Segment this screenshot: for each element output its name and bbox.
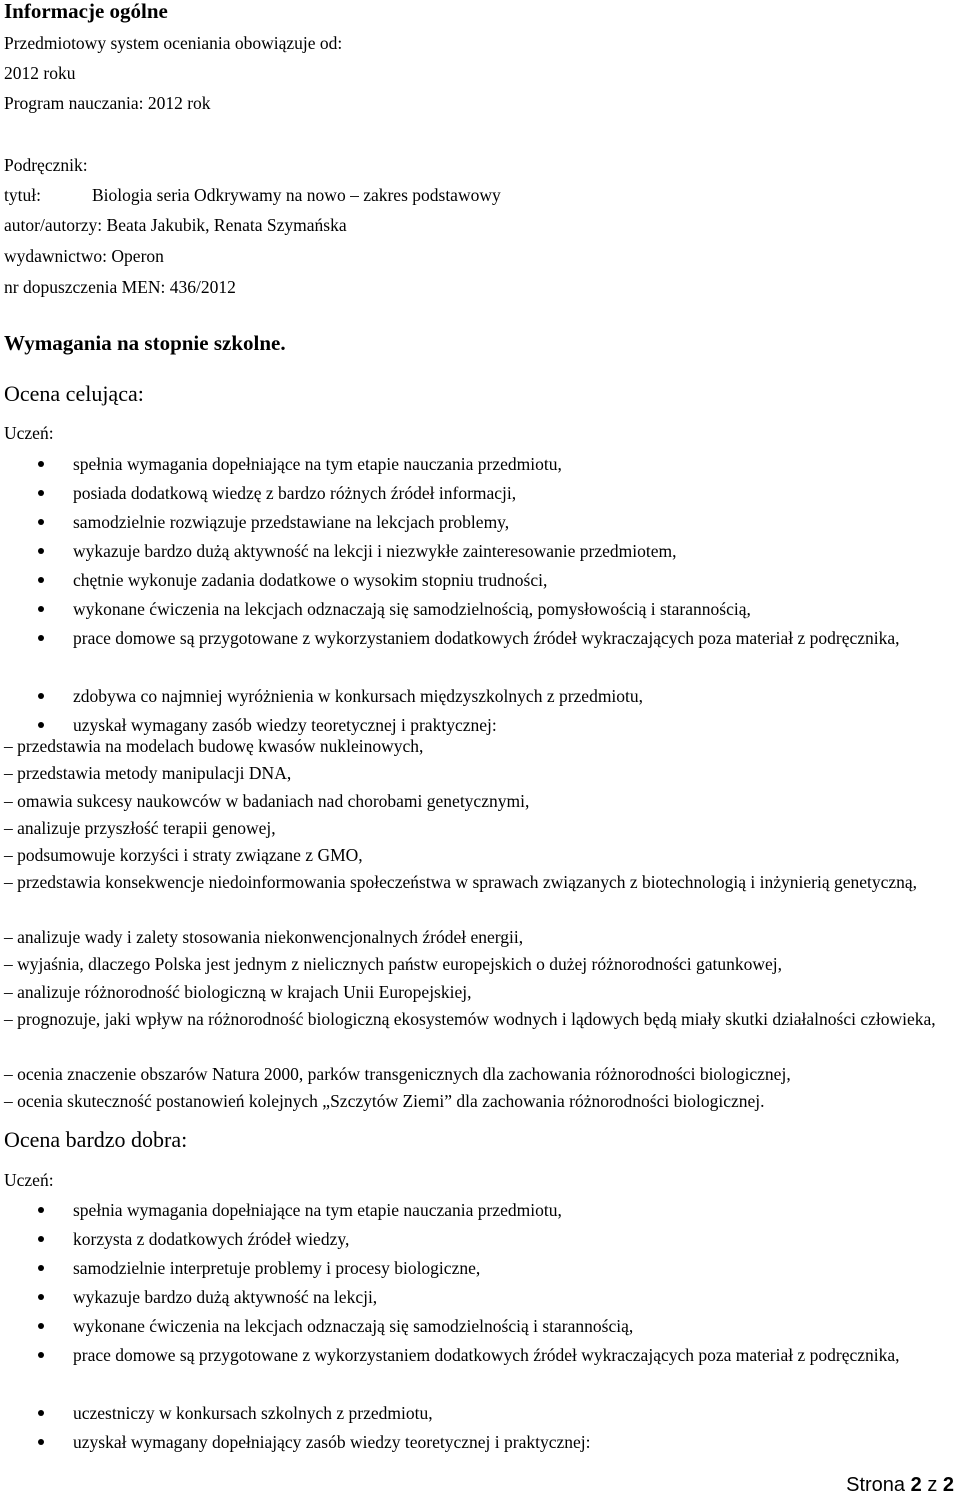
bullet-icon [38, 1352, 44, 1358]
curriculum-line: Program nauczania: 2012 rok [4, 93, 211, 113]
textbook-publisher: wydawnictwo: Operon [4, 246, 164, 266]
bullet-icon [38, 519, 44, 525]
list-item: prace domowe są przygotowane z wykorzystaniem dodatkowych źródeł wykraczających poza materiał z podręcznika, [0, 630, 960, 688]
bullet-icon [38, 577, 44, 583]
bardzo-dobra-bullet-list [0, 1202, 960, 1463]
textbook-title-label: tytuł: [4, 185, 41, 205]
bullet-icon [38, 1236, 44, 1242]
total-page-number: 2 [942, 1474, 954, 1496]
list-item: – podsumowuje korzyści i straty związane z GMO, [4, 845, 363, 866]
bullet-icon [38, 1439, 44, 1445]
textbook-title-value: Biologia seria Odkrywamy na nowo – zakres podstawowy [92, 185, 501, 205]
page-word: Strona [846, 1474, 906, 1496]
list-item: spełnia wymagania dopełniające na tym etapie nauczania przedmiotu, [0, 1202, 960, 1231]
bullet-icon [38, 490, 44, 496]
textbook-label: Podręcznik: [4, 155, 88, 175]
of-word: z [927, 1474, 938, 1496]
list-item: posiada dodatkową wiedzę z bardzo różnych źródeł informacji, [0, 485, 960, 514]
list-item: – ocenia skuteczność postanowień kolejnych „Szczytów Ziemi” dla zachowania różnorodności biologicznej. [4, 1090, 765, 1111]
bullet-icon [38, 635, 44, 641]
current-page-number: 2 [910, 1474, 922, 1496]
bullet-icon [38, 606, 44, 612]
list-item: – wyjaśnia, dlaczego Polska jest jednym z nielicznych państw europejskich o dużej różnorodności gatunkowej, [4, 954, 783, 975]
student-label: Uczeń: [4, 1170, 54, 1190]
bullet-icon [38, 548, 44, 554]
list-item: wykazuje bardzo dużą aktywność na lekcji, [0, 1289, 960, 1318]
bullet-icon [38, 461, 44, 467]
bullet-icon [38, 1265, 44, 1271]
grading-system-year: 2012 roku [4, 63, 76, 83]
page-number-footer [846, 1474, 954, 1497]
celujaca-knowledge-list [0, 738, 960, 1120]
list-item: wykonane ćwiczenia na lekcjach odznaczają się samodzielnością, pomysłowością i starannością, [0, 601, 960, 630]
bullet-icon [38, 1207, 44, 1213]
list-item: – przedstawia metody manipulacji DNA, [4, 763, 292, 784]
bullet-icon [38, 1294, 44, 1300]
section-title-requirements: Wymagania na stopnie szkolne. [4, 331, 286, 355]
list-item: chętnie wykonuje zadania dodatkowe o wysokim stopniu trudności, [0, 572, 960, 601]
celujaca-bullet-list [0, 456, 960, 746]
list-item: korzysta z dodatkowych źródeł wiedzy, [0, 1231, 960, 1260]
grade-heading-bardzo-dobra: Ocena bardzo dobra: [4, 1127, 188, 1152]
list-item: – przedstawia konsekwencje niedoinformowania społeczeństwa w sprawach związanych z biotechnologią i inżynierią genetyczną, [4, 872, 918, 893]
list-item: prace domowe są przygotowane z wykorzystaniem dodatkowych źródeł wykraczających poza materiał z podręcznika, [0, 1347, 960, 1405]
grading-system-line: Przedmiotowy system oceniania obowiązuje od: [4, 33, 343, 53]
bullet-icon [38, 1323, 44, 1329]
list-item: wykazuje bardzo dużą aktywność na lekcji i niezwykłe zainteresowanie przedmiotem, [0, 543, 960, 572]
list-item: spełnia wymagania dopełniające na tym etapie nauczania przedmiotu, [0, 456, 960, 485]
list-item: wykonane ćwiczenia na lekcjach odznaczają się samodzielnością i starannością, [0, 1318, 960, 1347]
bullet-icon [38, 1410, 44, 1416]
textbook-title-line [4, 187, 954, 205]
list-item: samodzielnie interpretuje problemy i procesy biologiczne, [0, 1260, 960, 1289]
grade-heading-celujaca: Ocena celująca: [4, 381, 144, 406]
list-item: – prognozuje, jaki wpływ na różnorodność biologiczną ekosystemów wodnych i lądowych będą miały skutki działalności człowieka, [4, 1008, 936, 1029]
list-item: – przedstawia na modelach budowę kwasów nukleinowych, [4, 736, 424, 756]
bullet-icon [38, 722, 44, 728]
list-item: – analizuje wady i zalety stosowania niekonwencjonalnych źródeł energii, [4, 927, 524, 948]
textbook-authors: autor/autorzy: Beata Jakubik, Renata Szymańska [4, 215, 347, 235]
list-item: uczestniczy w konkursach szkolnych z przedmiotu, [0, 1405, 960, 1434]
list-item: zdobywa co najmniej wyróżnienia w konkursach międzyszkolnych z przedmiotu, [0, 688, 960, 717]
textbook-approval-number: nr dopuszczenia MEN: 436/2012 [4, 277, 236, 297]
list-item: – ocenia znaczenie obszarów Natura 2000, parków transgenicznych dla zachowania różnorodności biologicznej, [4, 1063, 791, 1084]
list-item: – omawia sukcesy naukowców w badaniach nad chorobami genetycznymi, [4, 790, 530, 811]
list-item: samodzielnie rozwiązuje przedstawiane na lekcjach problemy, [0, 514, 960, 543]
student-label: Uczeń: [4, 423, 54, 443]
list-item: uzyskał wymagany zasób wiedzy teoretycznej i praktycznej: [0, 717, 960, 746]
section-title-general-info: Informacje ogólne [4, 0, 168, 23]
list-item: – analizuje przyszłość terapii genowej, [4, 817, 276, 838]
list-item: uzyskał wymagany dopełniający zasób wiedzy teoretycznej i praktycznej: [0, 1434, 960, 1463]
bullet-icon [38, 693, 44, 699]
list-item: – analizuje różnorodność biologiczną w krajach Unii Europejskiej, [4, 981, 472, 1002]
